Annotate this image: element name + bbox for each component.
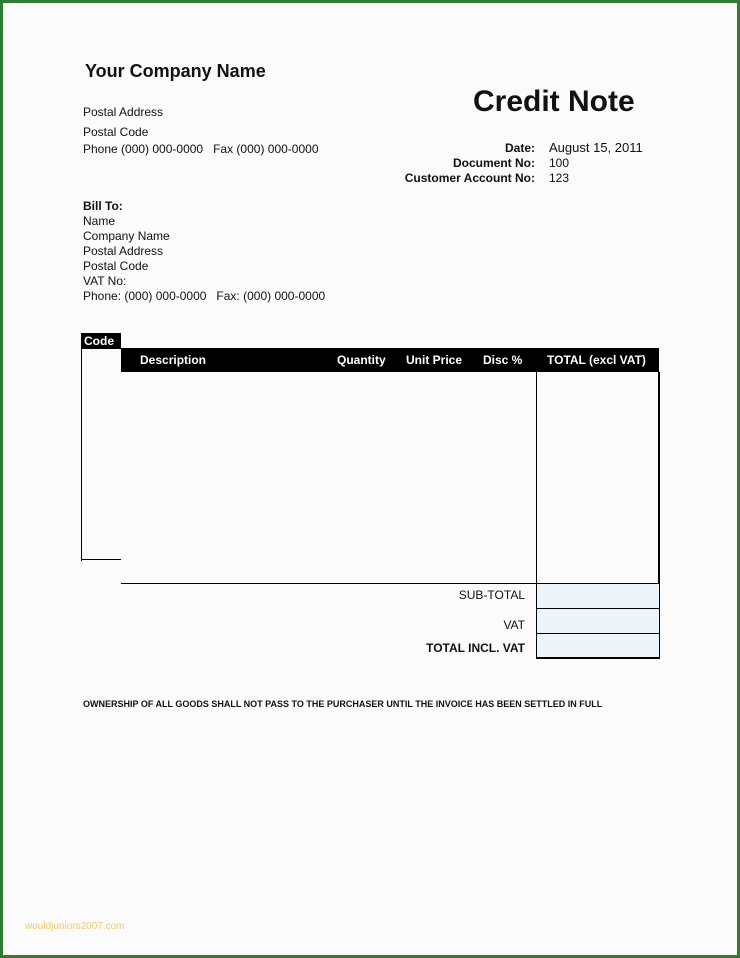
- vat-label: VAT: [503, 618, 525, 632]
- subtotal-value-box[interactable]: [536, 583, 660, 609]
- bill-to-company: Company Name: [83, 229, 170, 243]
- document-title: Credit Note: [473, 85, 635, 118]
- quantity-header: Quantity: [337, 353, 386, 367]
- credit-note-page: [3, 3, 737, 955]
- ownership-note: OWNERSHIP OF ALL GOODS SHALL NOT PASS TO THE PURCHASER UNTIL THE INVOICE HAS BEEN SETTLED IN FULL: [83, 699, 603, 709]
- company-postal-code: Postal Code: [83, 125, 149, 139]
- company-postal-address: Postal Address: [83, 105, 164, 119]
- items-header: [121, 348, 659, 372]
- total-excl-header: TOTAL (excl VAT): [547, 353, 646, 367]
- bill-to-postal-code: Postal Code: [83, 259, 149, 273]
- code-header-label: Code: [84, 334, 114, 348]
- unit-price-header: Unit Price: [406, 353, 463, 367]
- bill-to-name: Name: [83, 214, 116, 228]
- date-value: August 15, 2011: [549, 140, 643, 155]
- document-no-label: Document No:: [453, 156, 535, 170]
- total-incl-value-box[interactable]: [536, 633, 660, 659]
- document-no-value: 100: [549, 156, 570, 170]
- vat-value-box[interactable]: [536, 608, 660, 634]
- description-header: Description: [140, 353, 207, 367]
- company-phone-fax: Phone (000) 000-0000 Fax (000) 000-0000: [83, 142, 319, 156]
- total-incl-label: TOTAL INCL. VAT: [426, 641, 525, 655]
- bill-to-vat: VAT No:: [83, 274, 127, 288]
- bill-to-label: Bill To:: [83, 199, 123, 213]
- code-column-bottom-border: [81, 559, 121, 560]
- account-no-value: 123: [549, 171, 570, 185]
- subtotal-label: SUB-TOTAL: [458, 588, 525, 602]
- bill-to-phone-fax: Phone: (000) 000-0000 Fax: (000) 000-0000: [83, 289, 326, 303]
- watermark-text: wouldjuniors2007.com: [25, 921, 125, 932]
- account-no-label: Customer Account No:: [404, 171, 535, 185]
- date-label: Date:: [504, 141, 535, 155]
- disc-header: Disc %: [483, 353, 523, 367]
- code-column-left-border: [81, 349, 82, 561]
- code-header: [81, 333, 121, 349]
- company-name: Your Company Name: [85, 61, 266, 81]
- bill-to-postal-address: Postal Address: [83, 244, 164, 258]
